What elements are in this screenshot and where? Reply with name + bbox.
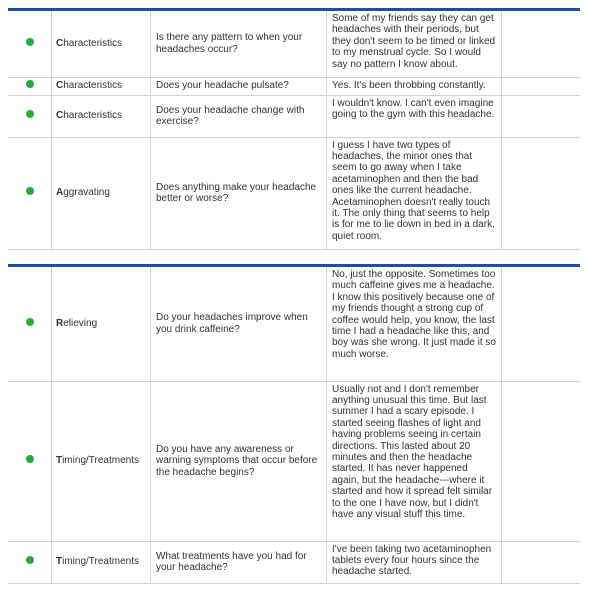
green-dot-icon bbox=[26, 80, 34, 88]
status-cell bbox=[8, 11, 52, 77]
notes-cell[interactable] bbox=[502, 11, 581, 77]
green-dot-icon bbox=[26, 187, 34, 195]
notes-cell[interactable] bbox=[502, 541, 581, 583]
table-row bbox=[8, 541, 580, 583]
question-cell: What treatments have you had for your headache? bbox=[151, 541, 327, 583]
category-initial: A bbox=[56, 187, 64, 199]
question-cell: Do your headaches improve when you drink caffeine? bbox=[151, 267, 327, 381]
category-cell bbox=[52, 381, 151, 541]
question-cell: Do you have any awareness or warning symptoms that occur before the headache begins? bbox=[151, 381, 327, 541]
question-cell: Does your headache change with exercise? bbox=[151, 95, 327, 137]
history-table bbox=[8, 11, 580, 250]
category-initial: C bbox=[56, 38, 64, 50]
category-initial: T bbox=[56, 556, 63, 568]
category-initial: C bbox=[56, 80, 64, 92]
category-label: haracteristics bbox=[63, 80, 123, 92]
question-cell: Is there any pattern to when your headaches occur? bbox=[151, 11, 327, 77]
green-dot-icon bbox=[26, 110, 34, 118]
category-cell bbox=[52, 77, 151, 95]
category-label: elieving bbox=[63, 318, 98, 330]
notes-cell[interactable] bbox=[502, 137, 581, 249]
history-table-section-1 bbox=[8, 8, 580, 250]
category-cell bbox=[52, 11, 151, 77]
answer-cell: Some of my friends say they can get headaches with their periods, but they don't seem to be timed or linked to my menstrual cycle. So I would say no pattern I know about. bbox=[327, 11, 502, 77]
status-cell bbox=[8, 541, 52, 583]
category-cell bbox=[52, 267, 151, 381]
answer-cell: I've been taking two acetaminophen tablets every four hours since the headache started. bbox=[327, 541, 502, 583]
history-table bbox=[8, 267, 580, 584]
answer-cell: I wouldn't know. I can't even imagine going to the gym with this headache. bbox=[327, 95, 502, 137]
question-cell: Does anything make your headache better or worse? bbox=[151, 137, 327, 249]
notes-cell[interactable] bbox=[502, 95, 581, 137]
category-cell bbox=[52, 541, 151, 583]
answer-cell: No, just the opposite. Sometimes too much caffeine gives me a headache. I know this positively because one of my friends thought a strong cup of coffee would help, you know, the last time I had a headache like this, and boy was she wrong. It just made it so much worse. bbox=[327, 267, 502, 381]
answer-cell: Usually not and I don't remember anything unusual this time. But last summer I had a scary episode. I started seeing flashes of light and having problems seeing in certain directions. This lasted about 20 minutes and then the headache started. It has never happened again, but the headache---where it started and how it spread felt similar to the one I have now, but I didn't have any visual stuff this time. bbox=[327, 381, 502, 541]
answer-cell: I guess I have two types of headaches, the minor ones that seem to go away when I take acetaminophen and then the bad ones like the current headache. Acetaminophen doesn't really touch it. The only thing that seems to help is for me to lie down in bed in a dark, quiet room. bbox=[327, 137, 502, 249]
table-row bbox=[8, 137, 580, 249]
status-cell bbox=[8, 267, 52, 381]
status-cell bbox=[8, 137, 52, 249]
green-dot-icon bbox=[26, 556, 34, 564]
table-row bbox=[8, 77, 580, 95]
category-label: iming/Treatments bbox=[62, 556, 139, 568]
status-cell bbox=[8, 95, 52, 137]
status-cell bbox=[8, 381, 52, 541]
green-dot-icon bbox=[26, 455, 34, 463]
table-row bbox=[8, 11, 580, 77]
category-cell bbox=[52, 95, 151, 137]
category-initial: C bbox=[56, 110, 64, 122]
table-row bbox=[8, 95, 580, 137]
question-cell: Does your headache pulsate? bbox=[151, 77, 327, 95]
status-cell bbox=[8, 77, 52, 95]
green-dot-icon bbox=[26, 38, 34, 46]
history-table-section-2 bbox=[8, 264, 580, 584]
category-initial: R bbox=[56, 318, 64, 330]
category-label: ggravating bbox=[63, 187, 110, 199]
table-row bbox=[8, 267, 580, 381]
notes-cell[interactable] bbox=[502, 77, 581, 95]
notes-cell[interactable] bbox=[502, 267, 581, 381]
green-dot-icon bbox=[26, 318, 34, 326]
category-cell bbox=[52, 137, 151, 249]
category-label: haracteristics bbox=[63, 38, 123, 50]
category-label: iming/Treatments bbox=[62, 455, 139, 467]
category-initial: T bbox=[56, 455, 63, 467]
table-row bbox=[8, 381, 580, 541]
notes-cell[interactable] bbox=[502, 381, 581, 541]
category-label: haracteristics bbox=[63, 110, 123, 122]
answer-cell: Yes. It's been throbbing constantly. bbox=[327, 77, 502, 95]
